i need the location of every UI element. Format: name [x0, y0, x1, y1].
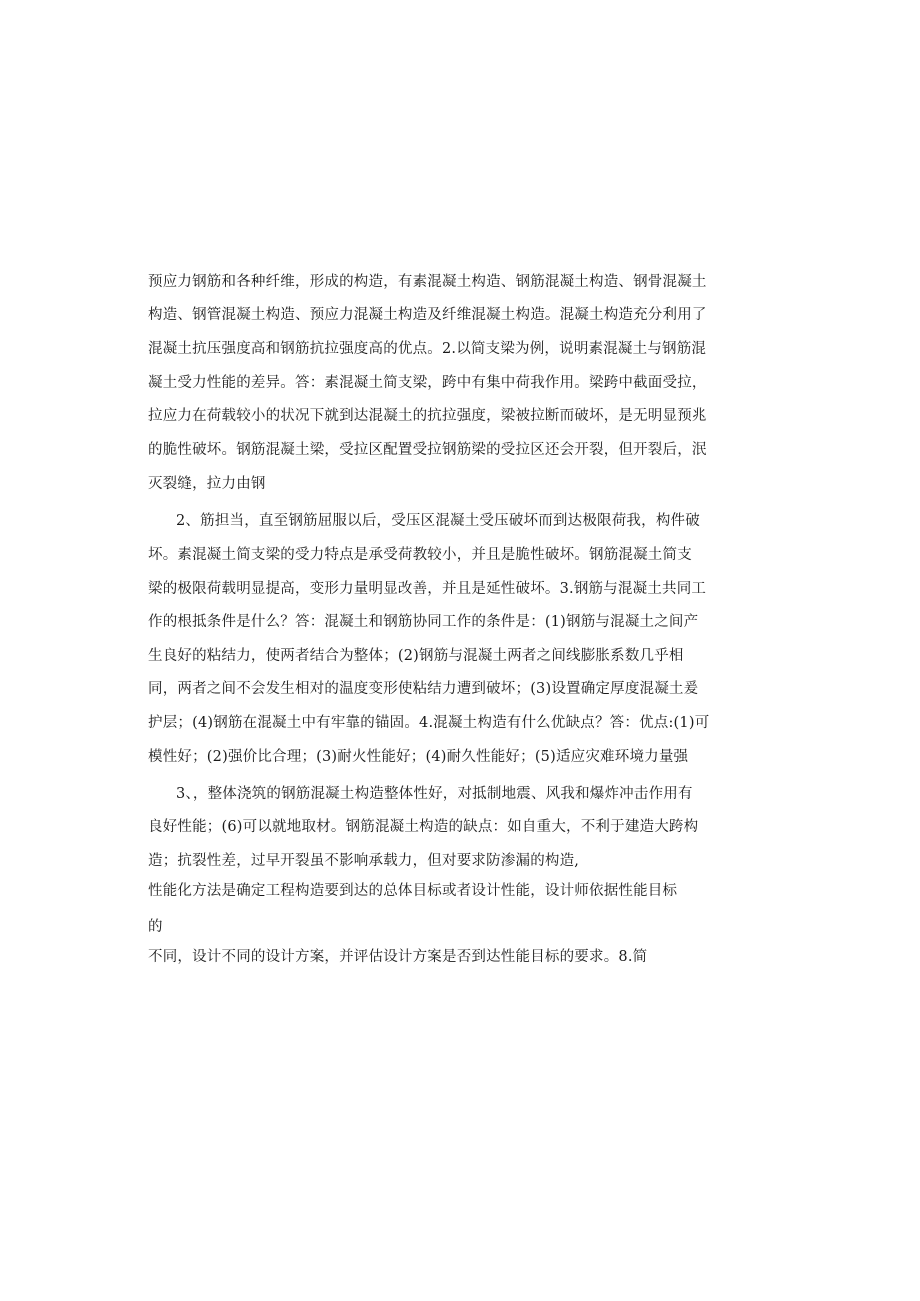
text-line: 梁的极限荷载明显提高，变形力量明显改善，并且是延性破坏。3.钢筋与混凝土共同工 — [148, 581, 707, 597]
text-line: 坏。素混凝土简支梁的受力特点是承受荷教较小，并且是脆性破坏。钢筋混凝土简支 — [148, 547, 692, 563]
text-line: 良好性能；(6)可以就地取材。钢筋混凝土构造的缺点：如自重大，不利于建造大跨构 — [148, 819, 699, 835]
text-line: 的 — [148, 919, 163, 935]
text-line: 预应力钢筋和各种纤维，形成的构造，有素混凝土构造、钢筋混凝土构造、钢骨混凝土 — [148, 274, 707, 290]
text-line: 2、筋担当，直至钢筋屈服以后，受压区混凝土受压破坏而到达极限荷我，构件破 — [176, 513, 700, 529]
text-line: 生良好的粘结力，使两者结合为整体；(2)钢筋与混凝土两者之间线膨胀系数几乎相 — [148, 648, 684, 664]
text-line: 凝土受力性能的差异。答：素混凝土简支梁，跨中有集中荷我作用。梁跨中截面受拉， — [148, 375, 707, 391]
text-line: 构造、钢管混凝土构造、预应力混凝土构造及纤维混凝土构造。混凝土构造充分利用了 — [148, 307, 707, 323]
text-line: 不同，设计不同的设计方案，并评估设计方案是否到达性能目标的要求。8.简 — [148, 949, 648, 965]
text-line: 同，两者之间不会发生相对的温度变形使粘结力遭到破坏；(3)设置确定厚度混凝土爰 — [148, 681, 699, 697]
text-line: 灭裂缝，拉力由钢 — [148, 476, 266, 492]
text-line: 的脆性破坏。钢筋混凝土梁，受拉区配置受拉钢筋梁的受拉区还会开裂，但开裂后，泯 — [148, 442, 707, 458]
text-line: 造；抗裂性差，过早开裂虽不影响承载力，但对要求防渗漏的构造, — [148, 853, 580, 869]
text-line: 作的根抵条件是什么？答：混凝土和钢筋协同工作的条件是：(1)钢筋与混凝土之间产 — [148, 614, 699, 630]
text-line: 拉应力在荷载较小的状况下就到达混凝土的抗拉强度，梁被拉断而破坏，是无明显预兆 — [148, 408, 707, 424]
text-line: 护层；(4)钢筋在混凝土中有牢靠的锚固。4.混凝土构造有什么优缺点？答：优点:(1)可 — [148, 715, 710, 731]
text-line: 性能化方法是确定工程构造要到达的总体目标或者设计性能，设计师依据性能目标 — [148, 883, 678, 899]
text-line: 混凝土抗压强度高和钢筋抗拉强度高的优点。2.以简支梁为例，说明素混凝土与钢筋混 — [148, 341, 707, 357]
text-line: 3、，整体浇筑的钢筋混凝土构造整体性好，对抵制地震、风我和爆炸冲击作用有 — [176, 786, 693, 802]
text-line: 模性好；(2)强价比合理；(3)耐火性能好；(4)耐久性能好；(5)适应灾难环境力量强 — [148, 749, 689, 765]
